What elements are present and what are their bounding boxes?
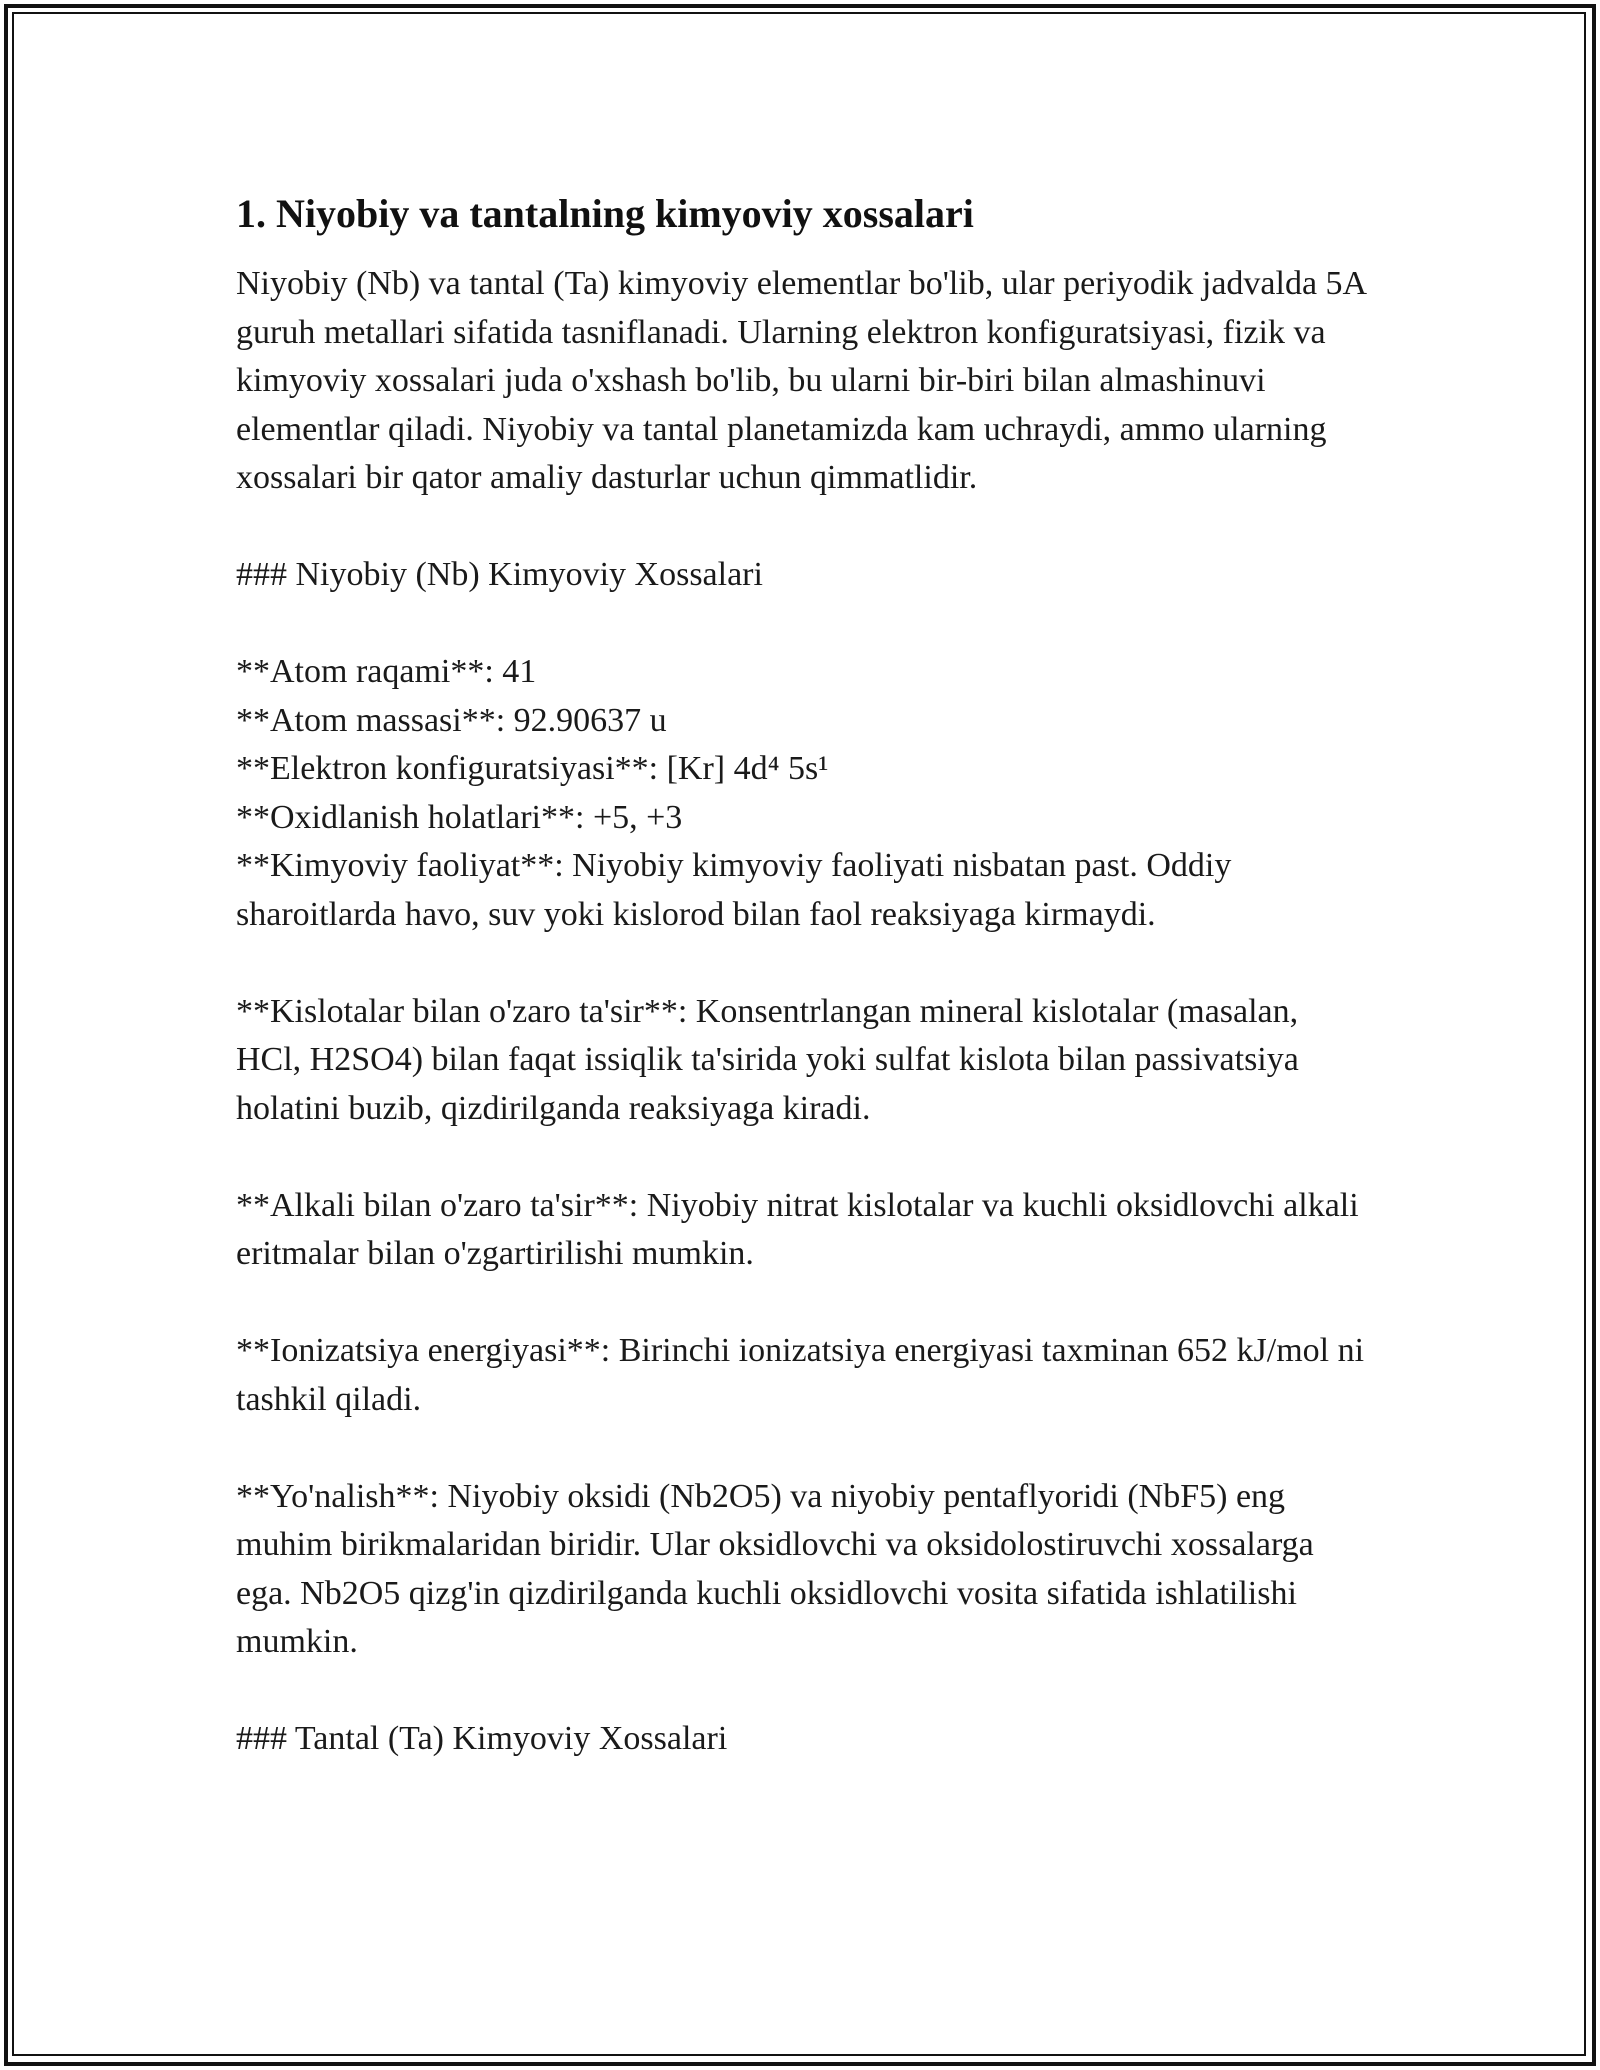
- direction-paragraph: **Yo'nalish**: Niyobiy oksidi (Nb2O5) va niyobiy pentaflyoridi (NbF5) eng muhim birikmalaridan biridir. Ular oksidlovchi va oksidolostiruvchi xossalarga ega. Nb2O5 qizg'in qizdirilganda kuchli oksidlovchi vosita sifatida ishlatilishi mumkin.: [236, 1477, 1314, 1660]
- spacer: [236, 503, 1366, 552]
- oxidation-states-line: **Oxidlanish holatlari**: +5, +3: [236, 798, 683, 836]
- document-title: 1. Niyobiy va tantalning kimyoviy xossalari: [236, 191, 974, 236]
- intro-paragraph: Niyobiy (Nb) va tantal (Ta) kimyoviy elementlar bo'lib, ular periyodik jadvalda 5A guruh metallari sifatida tasniflanadi. Ularning elektron konfiguratsiyasi, fizik va kimyoviy xossalari juda o'xshash bo'lib, bu ularni bir-biri bilan almashinuvi elementlar qiladi. Niyobiy va tantal planetamizda kam uchraydi, ammo ularning xossalari bir qator amaliy dasturlar uchun qimmatlidir.: [236, 265, 1366, 496]
- spacer: [236, 1279, 1366, 1328]
- tantalum-heading: ### Tantal (Ta) Kimyoviy Xossalari: [236, 1720, 728, 1757]
- spacer: [236, 939, 1366, 988]
- niobium-heading: ### Niyobiy (Nb) Kimyoviy Xossalari: [236, 556, 763, 593]
- spacer: [236, 1424, 1366, 1473]
- document-body: [236, 190, 1366, 1764]
- atom-mass-line: **Atom massasi**: 92.90637 u: [236, 701, 667, 739]
- spacer: [236, 1667, 1366, 1716]
- spacer: [236, 1133, 1366, 1182]
- ionization-paragraph: **Ionizatsiya energiyasi**: Birinchi ionizatsiya energiyasi taxminan 652 kJ/mol ni tashkil qiladi.: [236, 1332, 1365, 1418]
- acids-paragraph: **Kislotalar bilan o'zaro ta'sir**: Konsentrlangan mineral kislotalar (masalan, HCl, H2SO4) bilan faqat issiqlik ta'sirida yoki sulfat kislota bilan passivatsiya holatini buzib, qizdirilganda reaksiyaga kiradi.: [236, 992, 1299, 1127]
- niobium-properties: [236, 648, 1366, 939]
- spacer: [236, 600, 1366, 649]
- atom-number-line: **Atom raqami**: 41: [236, 653, 537, 690]
- electron-config-line: **Elektron konfiguratsiyasi**: [Kr] 4d⁴ 5s¹: [236, 750, 829, 787]
- alkali-paragraph: **Alkali bilan o'zaro ta'sir**: Niyobiy nitrat kislotalar va kuchli oksidlovchi alkali eritmalar bilan o'zgartirilishi mumkin.: [236, 1186, 1359, 1272]
- chemical-activity-line: **Kimyoviy faoliyat**: Niyobiy kimyoviy faoliyati nisbatan past. Oddiy sharoitlarda havo, suv yoki kislorod bilan faol reaksiyaga kirmaydi.: [236, 847, 1232, 933]
